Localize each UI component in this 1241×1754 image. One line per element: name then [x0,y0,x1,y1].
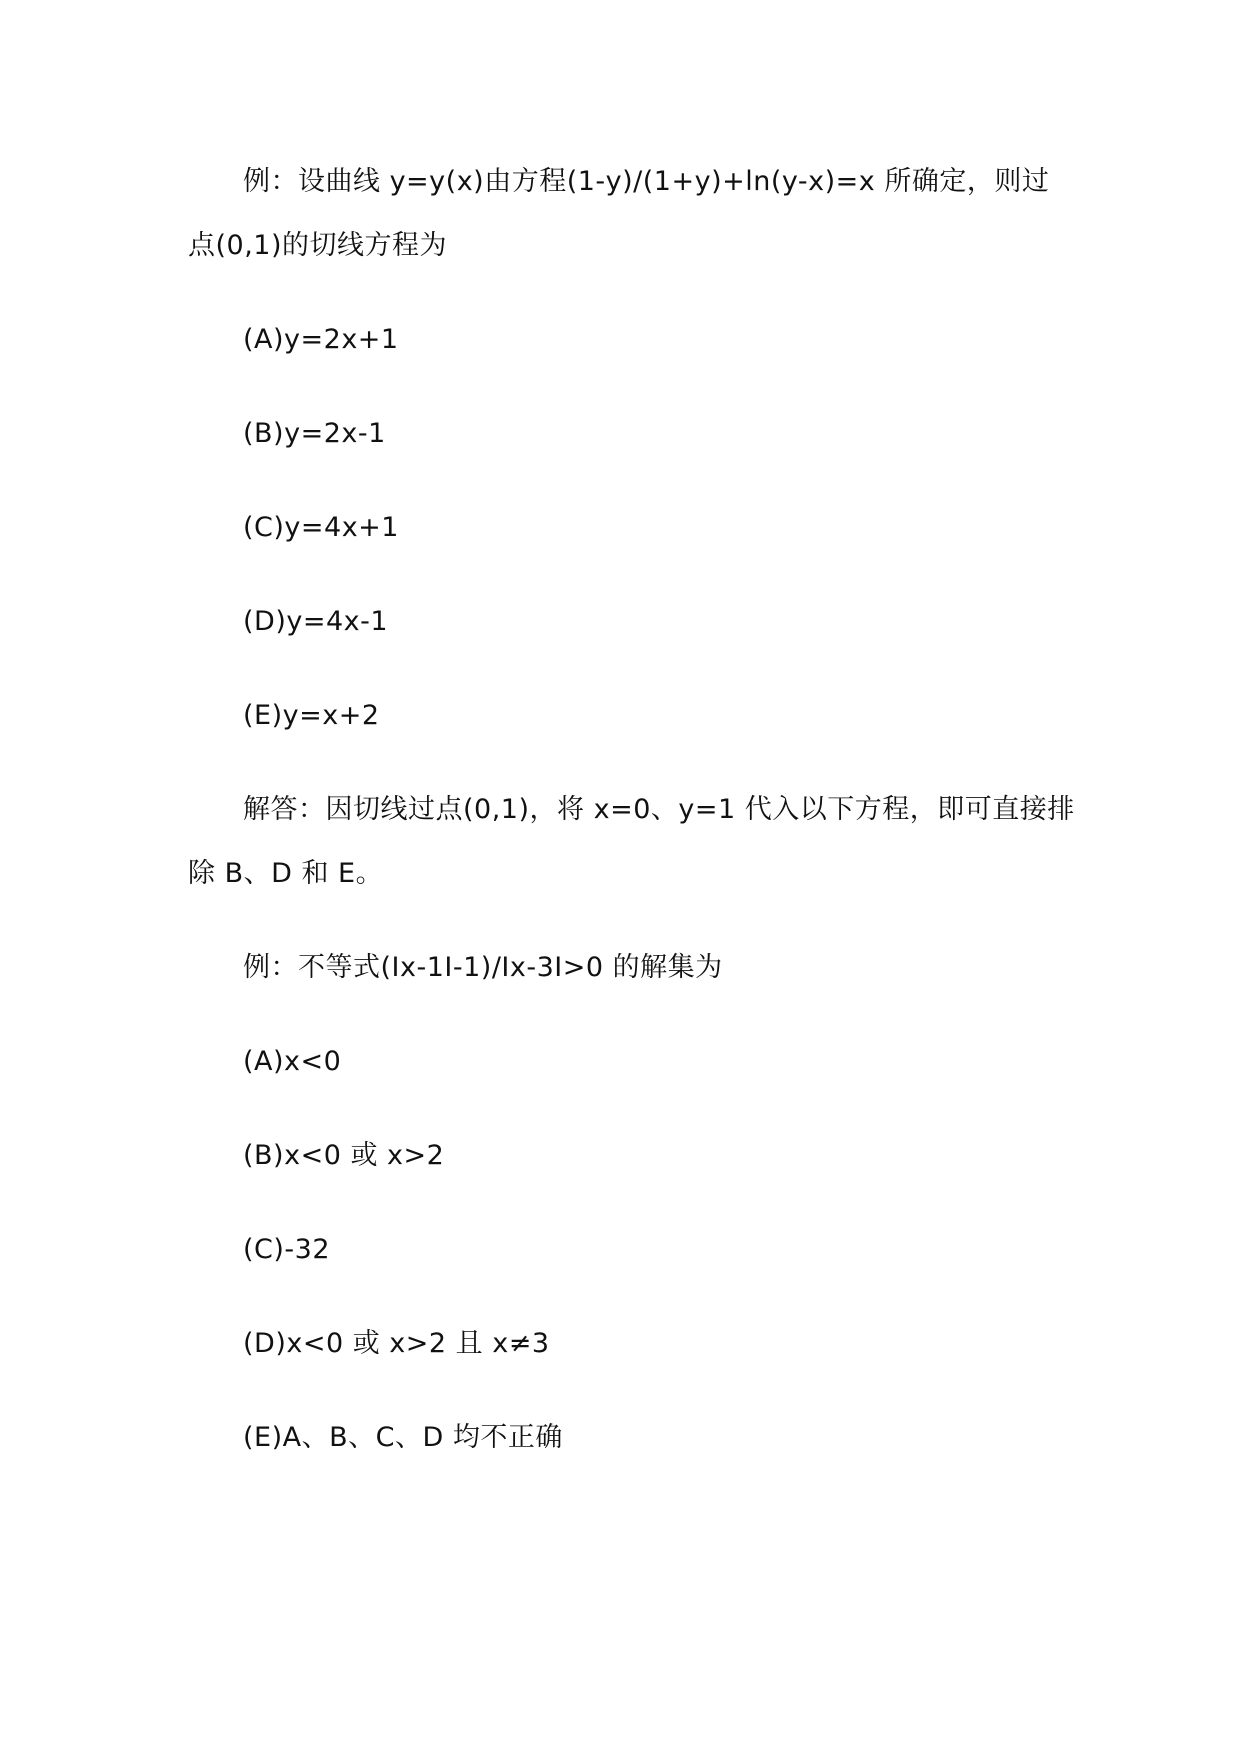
question-2-stem: 例：不等式(Ix-1I-1)/Ix-3I>0 的解集为 [243,952,723,983]
question-1-answer-line-1: 解答：因切线过点(0,1)，将 x=0、y=1 代入以下方程，即可直接排 [243,794,1075,825]
question-1-answer-line-2: 除 B、D 和 E。 [188,858,384,889]
question-1-stem-line-1: 例：设曲线 y=y(x)由方程(1-y)/(1+y)+ln(y-x)=x 所确定，则过 [243,166,1050,197]
question-2-option-d: (D)x<0 或 x>2 且 x≠3 [243,1328,550,1359]
question-2-option-b: (B)x<0 或 x>2 [243,1140,445,1171]
question-2-option-e: (E)A、B、C、D 均不正确 [243,1422,563,1453]
question-2-option-a: (A)x<0 [243,1046,342,1077]
question-1-option-e: (E)y=x+2 [243,700,380,731]
question-2-option-c: (C)-32 [243,1234,331,1265]
question-1-option-c: (C)y=4x+1 [243,512,399,543]
question-1-option-a: (A)y=2x+1 [243,324,399,355]
question-1-option-d: (D)y=4x-1 [243,606,389,637]
question-1-option-b: (B)y=2x-1 [243,418,386,449]
question-1-stem-line-2: 点(0,1)的切线方程为 [188,230,448,261]
